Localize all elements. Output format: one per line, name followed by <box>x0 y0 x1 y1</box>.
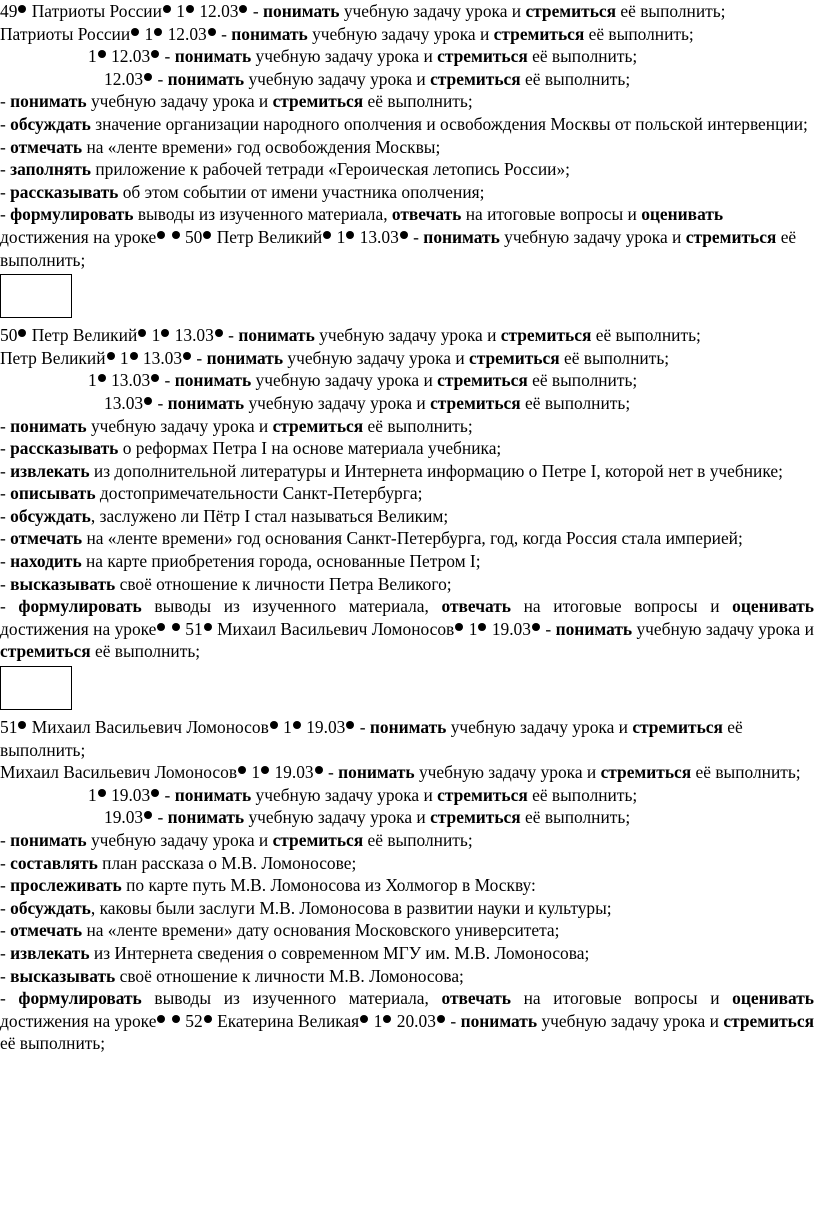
list-item: - высказывать своё отношение к личности М.В. Ломоносова; <box>0 965 464 986</box>
bullet-icon <box>98 50 106 58</box>
list-item: - находить на карте приобретения города, основанные Петром I; <box>0 551 481 572</box>
bullet-icon <box>437 1015 445 1023</box>
bullet-icon <box>400 231 408 239</box>
bullet-icon <box>383 1015 391 1023</box>
bullet-icon <box>18 329 26 337</box>
bullet-icon <box>107 352 115 360</box>
goal-line: - понимать учебную задачу урока и стремиться её выполнить; <box>0 91 473 112</box>
bullet-icon <box>261 766 269 774</box>
list-item: - извлекать из дополнительной литературы и Интернета информацию о Петре I, которой нет в учебнике; <box>0 460 783 481</box>
bullet-icon <box>478 623 486 631</box>
bullet-icon <box>215 329 223 337</box>
title-line: Петр Великий 1 13.03 - понимать учебную задачу урока и стремиться её выполнить; <box>0 347 670 368</box>
section-51 <box>0 716 816 1055</box>
bullet-icon <box>323 231 331 239</box>
bullet-icon <box>203 231 211 239</box>
bullet-icon <box>270 721 278 729</box>
date-line: 19.03 - понимать учебную задачу урока и стремиться её выполнить; <box>104 807 631 828</box>
date-line: 12.03 - понимать учебную задачу урока и стремиться её выполнить; <box>104 68 631 89</box>
bullet-icon <box>346 231 354 239</box>
bullet-icon <box>151 50 159 58</box>
bullet-icon <box>161 329 169 337</box>
lesson-line: 1 12.03 - понимать учебную задачу урока и стремиться её выполнить; <box>88 46 638 67</box>
conclusion-item: - формулировать выводы из изученного материала, отвечать на итоговые вопросы и оценивать достижения на уроке 51 Михаил Васильевич Ломоносов 1 19.03 - понимать учебную задачу урока и стремиться её выполнить; <box>0 596 814 662</box>
list-item: - составлять план рассказа о М.В. Ломоносове; <box>0 852 357 873</box>
section-header-line: 50 Петр Великий 1 13.03 - понимать учебную задачу урока и стремиться её выполнить; <box>0 325 701 346</box>
bullet-icon <box>138 329 146 337</box>
bullet-icon <box>172 1015 180 1023</box>
list-item: - обсуждать, заслужено ли Пётр I стал называться Великим; <box>0 505 449 526</box>
bullet-icon <box>131 28 139 36</box>
bullet-icon <box>208 28 216 36</box>
list-item: - отмечать на «ленте времени» год основания Санкт-Петербурга, год, когда Россия стала империей; <box>0 528 743 549</box>
bullet-icon <box>532 623 540 631</box>
empty-cell-box <box>0 274 72 318</box>
bullet-icon <box>18 721 26 729</box>
section-header-line: 51 Михаил Васильевич Ломоносов 1 19.03 - понимать учебную задачу урока и стремиться её выполнить; <box>0 717 743 760</box>
list-item: - прослеживать по карте путь М.В. Ломоносова из Холмогор в Москву: <box>0 875 536 896</box>
list-item: - высказывать своё отношение к личности Петра Великого; <box>0 573 452 594</box>
bullet-icon <box>98 374 106 382</box>
bullet-icon <box>130 352 138 360</box>
list-item: - рассказывать об этом событии от имени участника ополчения; <box>0 181 485 202</box>
goal-line: - понимать учебную задачу урока и стремиться её выполнить; <box>0 830 473 850</box>
bullet-icon <box>172 623 180 631</box>
list-item: - обсуждать, каковы были заслуги М.В. Ломоносова в развитии науки и культуры; <box>0 897 612 918</box>
title-line: Михаил Васильевич Ломоносов 1 19.03 - понимать учебную задачу урока и стремиться её выполнить; <box>0 762 801 783</box>
bullet-icon <box>144 397 152 405</box>
conclusion-item: - формулировать выводы из изученного материала, отвечать на итоговые вопросы и оценивать достижения на уроке 52 Екатерина Великая 1 20.03 - понимать учебную задачу урока и стремиться её выполнить; <box>0 988 814 1054</box>
bullet-icon <box>157 1015 165 1023</box>
list-item: - заполнять приложение к рабочей тетради «Героическая летопись России»; <box>0 159 571 180</box>
date-line: 13.03 - понимать учебную задачу урока и стремиться её выполнить; <box>104 392 631 413</box>
bullet-icon <box>315 766 323 774</box>
list-item: - отмечать на «ленте времени» год освобождения Москвы; <box>0 136 441 157</box>
bullet-icon <box>186 5 194 13</box>
bullet-icon <box>144 73 152 81</box>
bullet-icon <box>346 721 354 729</box>
bullet-icon <box>183 352 191 360</box>
bullet-icon <box>18 5 26 13</box>
bullet-icon <box>151 789 159 797</box>
empty-cell-box <box>0 666 72 710</box>
bullet-icon <box>163 5 171 13</box>
bullet-icon <box>238 766 246 774</box>
bullet-icon <box>239 5 247 13</box>
list-item: - отмечать на «ленте времени» дату основания Московского университета; <box>0 920 560 941</box>
bullet-icon <box>157 623 165 631</box>
bullet-icon <box>204 1015 212 1023</box>
list-item: - описывать достопримечательности Санкт-Петербурга; <box>0 483 423 504</box>
bullet-icon <box>293 721 301 729</box>
bullet-icon <box>455 623 463 631</box>
list-item: - извлекать из Интернета сведения о современном МГУ им. М.В. Ломоносова; <box>0 942 590 963</box>
bullet-icon <box>154 28 162 36</box>
section-header-line: 49 Патриоты России 1 12.03 - понимать учебную задачу урока и стремиться её выполнить; <box>0 1 726 21</box>
list-item: - рассказывать о реформах Петра I на основе материала учебника; <box>0 438 502 459</box>
lesson-line: 1 13.03 - понимать учебную задачу урока и стремиться её выполнить; <box>88 370 638 391</box>
list-item: - обсуждать значение организации народного ополчения и освобождения Москвы от польской интервенции; <box>0 113 808 134</box>
bullet-icon <box>204 623 212 631</box>
bullet-icon <box>360 1015 368 1023</box>
section-50 <box>0 324 816 710</box>
goal-line: - понимать учебную задачу урока и стремиться её выполнить; <box>0 415 473 436</box>
title-line: Патриоты России 1 12.03 - понимать учебную задачу урока и стремиться её выполнить; <box>0 23 694 44</box>
bullet-icon <box>172 231 180 239</box>
bullet-icon <box>144 811 152 819</box>
conclusion-item: - формулировать выводы из изученного материала, отвечать на итоговые вопросы и оценивать достижения на уроке 50 Петр Великий 1 13.03 - понимать учебную задачу урока и стремиться её выполнить; <box>0 204 797 270</box>
bullet-icon <box>98 789 106 797</box>
bullet-icon <box>151 374 159 382</box>
section-49 <box>0 0 816 318</box>
lesson-line: 1 19.03 - понимать учебную задачу урока и стремиться её выполнить; <box>88 784 638 805</box>
bullet-icon <box>157 231 165 239</box>
